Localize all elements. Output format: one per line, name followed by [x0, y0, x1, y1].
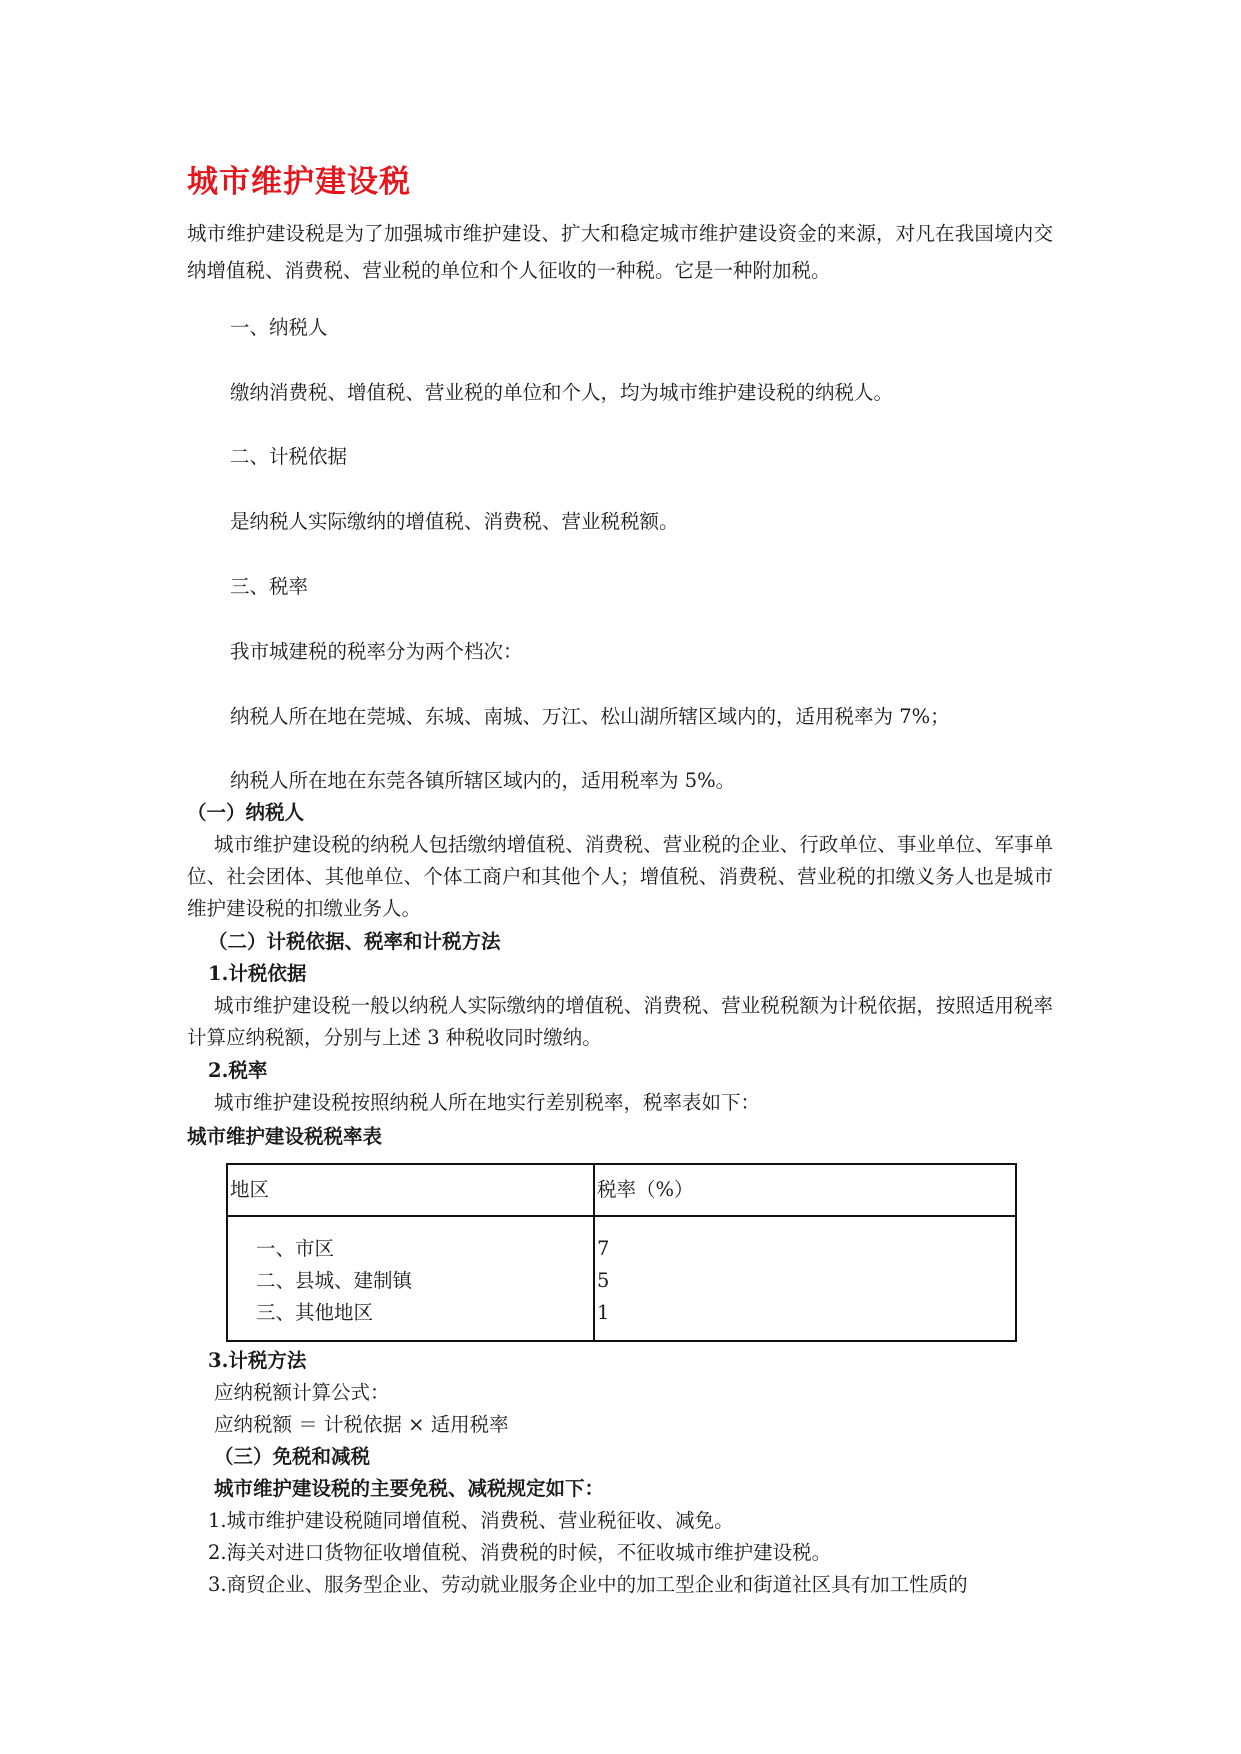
method-heading: 3.计税方法	[208, 1349, 307, 1372]
section3-text-2: 纳税人所在地在莞城、东城、南城、万江、松山湖所辖区域内的，适用税率为 7%；	[230, 705, 950, 728]
basis-heading: 1.计税依据	[208, 962, 307, 985]
section3-text-1: 我市城建税的税率分为两个档次：	[230, 640, 523, 663]
column-header-rate: 税率（%）	[595, 1165, 1015, 1217]
table-cell-region: 三、其他地区	[256, 1301, 374, 1324]
method-formula: 应纳税额 ＝ 计税依据 × 适用税率	[214, 1413, 509, 1436]
part1-heading: （一）纳税人	[187, 801, 305, 824]
column-header-region: 地区	[228, 1165, 593, 1217]
section2-text: 是纳税人实际缴纳的增值税、消费税、营业税税额。	[230, 510, 679, 533]
table-caption: 城市维护建设税税率表	[187, 1125, 383, 1148]
exemption-item-3: 3.商贸企业、服务型企业、劳动就业服务企业中的加工型企业和街道社区具有加工性质的	[208, 1573, 968, 1596]
table-cell-region: 二、县城、建制镇	[256, 1269, 413, 1292]
section1-heading: 一、纳税人	[230, 316, 328, 339]
column-divider	[593, 1165, 595, 1340]
part1-text: 城市维护建设税的纳税人包括缴纳增值税、消费税、营业税的企业、行政单位、事业单位、军事单位、社会团体、其他单位、个体工商户和其他个人；增值税、消费税、营业税的扣缴义务人也是城市维护建设税的扣缴业务人。	[187, 833, 1053, 920]
table-cell-rate: 1	[597, 1301, 610, 1324]
table-cell-rate: 5	[597, 1269, 610, 1292]
part2-heading: （二）计税依据、税率和计税方法	[208, 930, 501, 953]
section2-heading: 二、计税依据	[230, 445, 348, 468]
part3-subheading: 城市维护建设税的主要免税、减税规定如下：	[214, 1477, 605, 1500]
intro-paragraph: 城市维护建设税是为了加强城市维护建设、扩大和稳定城市维护建设资金的来源，对凡在我国境内交纳增值税、消费税、营业税的单位和个人征收的一种税。它是一种附加税。	[187, 222, 1053, 282]
exemption-item-2: 2.海关对进口货物征收增值税、消费税的时候，不征收城市维护建设税。	[208, 1541, 832, 1564]
rate-table	[226, 1163, 1017, 1342]
part3-heading: （三）免税和减税	[214, 1445, 371, 1468]
section1-text: 缴纳消费税、增值税、营业税的单位和个人，均为城市维护建设税的纳税人。	[230, 381, 894, 404]
method-text-1: 应纳税额计算公式：	[214, 1381, 390, 1404]
basis-text: 城市维护建设税一般以纳税人实际缴纳的增值税、消费税、营业税税额为计税依据，按照适用税率计算应纳税额，分别与上述 3 种税收同时缴纳。	[187, 994, 1053, 1049]
section3-text-3: 纳税人所在地在东莞各镇所辖区域内的，适用税率为 5%。	[230, 769, 736, 792]
exemption-item-1: 1.城市维护建设税随同增值税、消费税、营业税征收、减免。	[208, 1509, 734, 1532]
section3-heading: 三、税率	[230, 575, 309, 598]
rate-column	[597, 1233, 609, 1329]
table-cell-rate: 7	[597, 1237, 610, 1260]
region-column	[256, 1233, 412, 1329]
rate-text: 城市维护建设税按照纳税人所在地实行差别税率，税率表如下：	[214, 1091, 761, 1114]
rate-heading: 2.税率	[208, 1059, 268, 1082]
table-cell-region: 一、市区	[256, 1237, 335, 1260]
document-title: 城市维护建设税	[187, 164, 411, 200]
